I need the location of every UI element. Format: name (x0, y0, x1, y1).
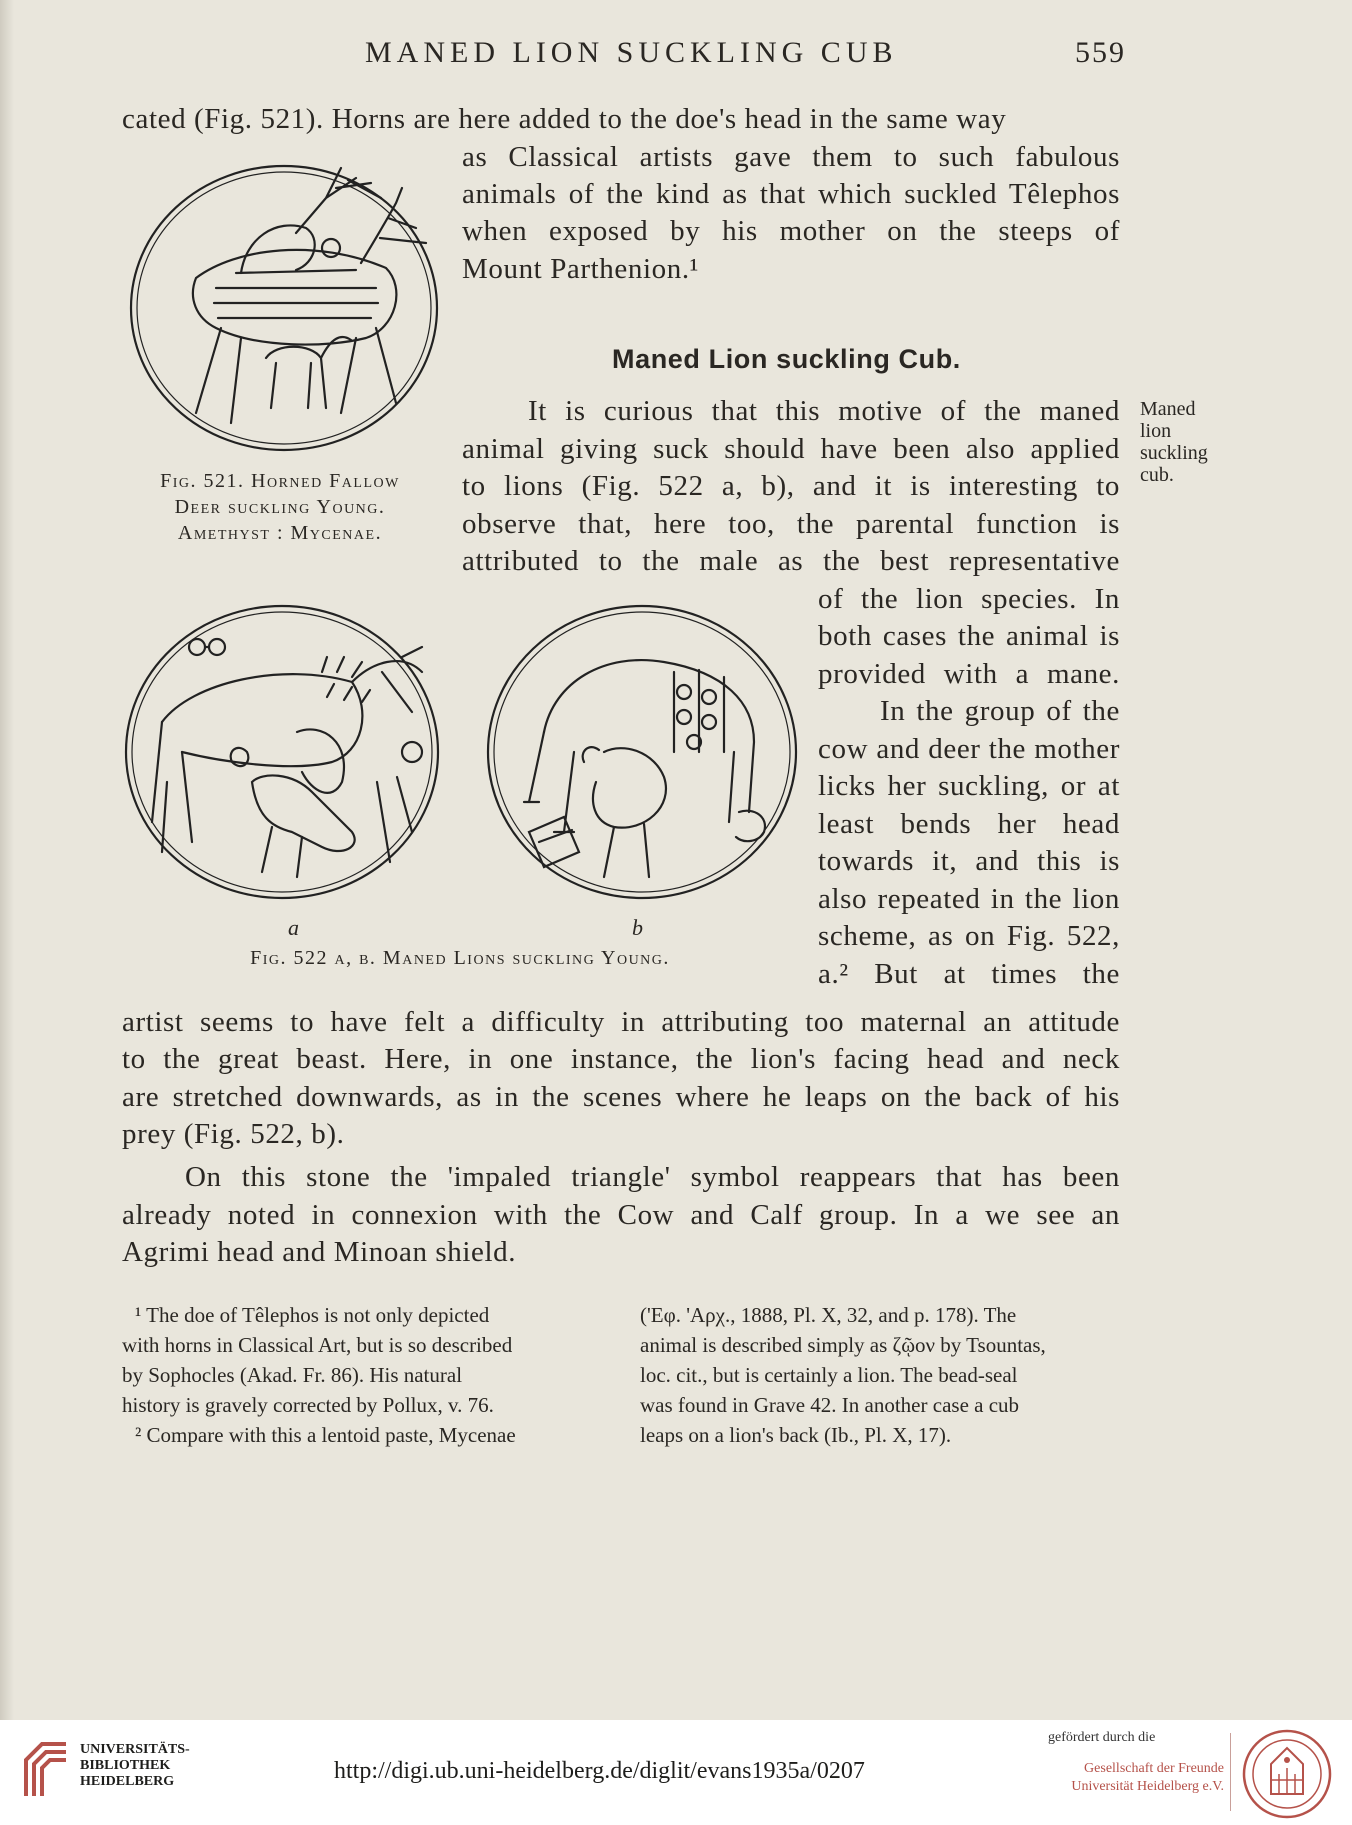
figure-521-seal (126, 158, 442, 458)
text-line: scheme, as on Fig. 522, (818, 920, 1120, 952)
text-line: towards it, and this is (818, 845, 1120, 877)
text-line: animals of the kind as that which suckled Têlephos (462, 178, 1120, 210)
ub-library-logo-icon[interactable] (22, 1740, 70, 1800)
text-line: least bends her head (818, 808, 1120, 840)
text-line: animal giving suck should have been also applied (462, 433, 1120, 465)
running-head (0, 28, 1352, 78)
text-line: Mount Parthenion.¹ (462, 253, 699, 285)
footnote-line: ('Eφ. 'Aρχ., 1888, Pl. X, 32, and p. 178). The (640, 1303, 1017, 1327)
text-line: prey (Fig. 522, b). (122, 1118, 345, 1150)
footnote-line: was found in Grave 42. In another case a cub (640, 1393, 1020, 1417)
permalink-url[interactable]: http://digi.ub.uni-heidelberg.de/diglit/evans1935a/0207 (334, 1758, 865, 1784)
footnote-line: with horns in Classical Art, but is so described (122, 1333, 513, 1357)
figure-522-caption: Fig. 522 a, b. Maned Lions suckling Young. (250, 947, 670, 969)
footnote-line: leaps on a lion's back (Ib., Pl. X, 17). (640, 1423, 952, 1447)
figure-522a-seal (122, 602, 442, 902)
figure-521-caption: Fig. 521. Horned Fallow Deer suckling Young. Amethyst : Mycenae. (160, 470, 400, 544)
text-line: artist seems to have felt a difficulty in attributing too maternal an attitude (122, 1006, 1120, 1038)
library-name: UNIVERSITÄTS- BIBLIOTHEK HEIDELBERG (80, 1742, 190, 1789)
text-line: to lions (Fig. 522 a, b), and it is interesting to (462, 470, 1120, 502)
section-heading: Maned Lion suckling Cub. (612, 344, 961, 374)
text-line: a.² But at times the (818, 958, 1120, 990)
text-line: Agrimi head and Minoan shield. (122, 1236, 517, 1268)
text-line: when exposed by his mother on the steeps of (462, 215, 1120, 247)
footnote-line: by Sophocles (Akad. Fr. 86). His natural (122, 1363, 463, 1387)
text-line: are stretched downwards, as in the scenes where he leaps on the back of his (122, 1081, 1120, 1113)
text-line: of the lion species. In (818, 583, 1120, 615)
footer-divider (1230, 1733, 1231, 1811)
text-line: also repeated in the lion (818, 883, 1120, 915)
margin-note: Maned lion suckling cub. (1140, 398, 1208, 486)
footnote-line: history is gravely corrected by Pollux, v. 76. (122, 1393, 494, 1417)
text-line: On this stone the 'impaled triangle' symbol reappears that has been (185, 1161, 1120, 1193)
figure-522b-seal (484, 602, 800, 902)
sponsor-name[interactable]: Gesellschaft der Freunde Universität Heidelberg e.V. (1071, 1761, 1224, 1794)
text-line: provided with a mane. (818, 658, 1120, 690)
text-line: cow and deer the mother (818, 733, 1120, 765)
footnote-line: ¹ The doe of Têlephos is not only depicted (135, 1303, 490, 1327)
text-line: attributed to the male as the best representative (462, 545, 1120, 577)
figure-522b-label: b (632, 915, 643, 940)
text-line: It is curious that this motive of the maned (528, 395, 1120, 427)
text-line: already noted in connexion with the Cow and Calf group. In a we see an (122, 1199, 1120, 1231)
sponsor-intro: gefördert durch die (1048, 1730, 1156, 1745)
text-line: cated (Fig. 521). Horns are here added to the doe's head in the same way (122, 103, 1007, 135)
text-line: to the great beast. Here, in one instance, the lion's facing head and neck (122, 1043, 1120, 1075)
text-line: licks her suckling, or at (818, 770, 1120, 802)
text-line: observe that, here too, the parental function is (462, 508, 1120, 540)
text-line: both cases the animal is (818, 620, 1120, 652)
text-line: as Classical artists gave them to such fabulous (462, 141, 1120, 173)
figure-522a-label: a (288, 915, 299, 940)
footnote-line: loc. cit., but is certainly a lion. The bead-seal (640, 1363, 1018, 1387)
running-title: MANED LION SUCKLING CUB (365, 36, 898, 69)
page-number: 559 (1075, 36, 1126, 69)
text-line: In the group of the (880, 695, 1120, 727)
university-seal-icon[interactable] (1241, 1728, 1333, 1820)
footnote-line: ² Compare with this a lentoid paste, Mycenae (135, 1423, 516, 1447)
footnote-line: animal is described simply as ζῷον by Tsountas, (640, 1333, 1046, 1357)
